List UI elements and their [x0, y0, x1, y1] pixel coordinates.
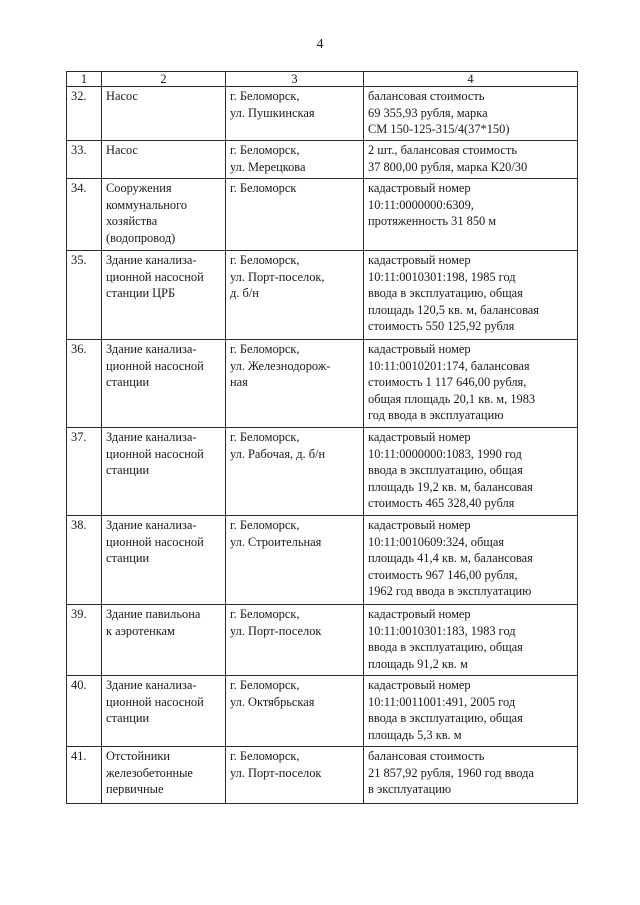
item-details: кадастровый номер 10:11:0011001:491, 2005 год ввода в эксплуатацию, общая площадь 5,3 кв. м [364, 676, 578, 747]
item-details: кадастровый номер 10:11:0010201:174, балансовая стоимость 1 117 646,00 рубля, общая площадь 20,1 кв. м, 1983 год ввода в эксплуатацию [364, 340, 578, 428]
item-details: кадастровый номер 10:11:0010609:324, общая площадь 41,4 кв. м, балансовая стоимость 967 146,00 рубля, 1962 год ввода в эксплуатацию [364, 516, 578, 605]
table-header [67, 72, 578, 87]
item-address: г. Беломорск, ул. Мерецкова [226, 141, 364, 179]
item-address: г. Беломорск, ул. Порт-поселок, д. б/н [226, 251, 364, 340]
row-number: 40. [67, 676, 102, 747]
item-name: Здание канализа- ционной насосной станции [102, 340, 226, 428]
item-details: балансовая стоимость 69 355,93 рубля, марка СМ 150-125-315/4(37*150) [364, 87, 578, 141]
row-number: 38. [67, 516, 102, 605]
item-name: Здание канализа- ционной насосной станции ЦРБ [102, 251, 226, 340]
table-row [67, 179, 578, 251]
item-address: г. Беломорск, ул. Пушкинская [226, 87, 364, 141]
page-number: 4 [316, 37, 324, 52]
row-number: 36. [67, 340, 102, 428]
item-details: кадастровый номер 10:11:0000000:6309, протяженность 31 850 м [364, 179, 578, 251]
item-address: г. Беломорск, ул. Строительная [226, 516, 364, 605]
table-row [67, 676, 578, 747]
row-number: 37. [67, 428, 102, 516]
item-name: Здание канализа- ционной насосной станции [102, 428, 226, 516]
table-row [67, 516, 578, 605]
item-name: Насос [102, 87, 226, 141]
table-row [67, 87, 578, 141]
table-row [67, 605, 578, 676]
item-address: г. Беломорск, ул. Порт-поселок [226, 605, 364, 676]
item-address: г. Беломорск, ул. Октябрьская [226, 676, 364, 747]
table-row [67, 340, 578, 428]
row-number: 41. [67, 747, 102, 804]
item-name: Отстойники железобетонные первичные [102, 747, 226, 804]
table-row [67, 747, 578, 804]
item-name: Здание канализа- ционной насосной станции [102, 676, 226, 747]
property-registry-table [66, 71, 578, 804]
item-details: балансовая стоимость 21 857,92 рубля, 1960 год ввода в эксплуатацию [364, 747, 578, 804]
row-number: 33. [67, 141, 102, 179]
item-address: г. Беломорск, ул. Железнодорож- ная [226, 340, 364, 428]
item-name: Здание канализа- ционной насосной станции [102, 516, 226, 605]
header-row [67, 72, 578, 87]
item-name: Насос [102, 141, 226, 179]
column-header-4: 4 [364, 72, 578, 87]
row-number: 35. [67, 251, 102, 340]
table-row [67, 428, 578, 516]
item-details: кадастровый номер 10:11:0000000:1083, 1990 год ввода в эксплуатацию, общая площадь 19,2 кв. м, балансовая стоимость 465 328,40 рубля [364, 428, 578, 516]
table-row [67, 141, 578, 179]
item-details: 2 шт., балансовая стоимость 37 800,00 рубля, марка К20/30 [364, 141, 578, 179]
row-number: 32. [67, 87, 102, 141]
row-number: 34. [67, 179, 102, 251]
column-header-1: 1 [67, 72, 102, 87]
item-address: г. Беломорск, ул. Порт-поселок [226, 747, 364, 804]
table-row [67, 251, 578, 340]
column-header-2: 2 [102, 72, 226, 87]
table-body [67, 87, 578, 804]
column-header-3: 3 [226, 72, 364, 87]
item-details: кадастровый номер 10:11:0010301:183, 1983 год ввода в эксплуатацию, общая площадь 91,2 кв. м [364, 605, 578, 676]
item-address: г. Беломорск [226, 179, 364, 251]
item-details: кадастровый номер 10:11:0010301:198, 1985 год ввода в эксплуатацию, общая площадь 120,5 кв. м, балансовая стоимость 550 125,92 рубля [364, 251, 578, 340]
row-number: 39. [67, 605, 102, 676]
item-name: Здание павильона к аэротенкам [102, 605, 226, 676]
item-address: г. Беломорск, ул. Рабочая, д. б/н [226, 428, 364, 516]
item-name: Сооружения коммунального хозяйства (водопровод) [102, 179, 226, 251]
